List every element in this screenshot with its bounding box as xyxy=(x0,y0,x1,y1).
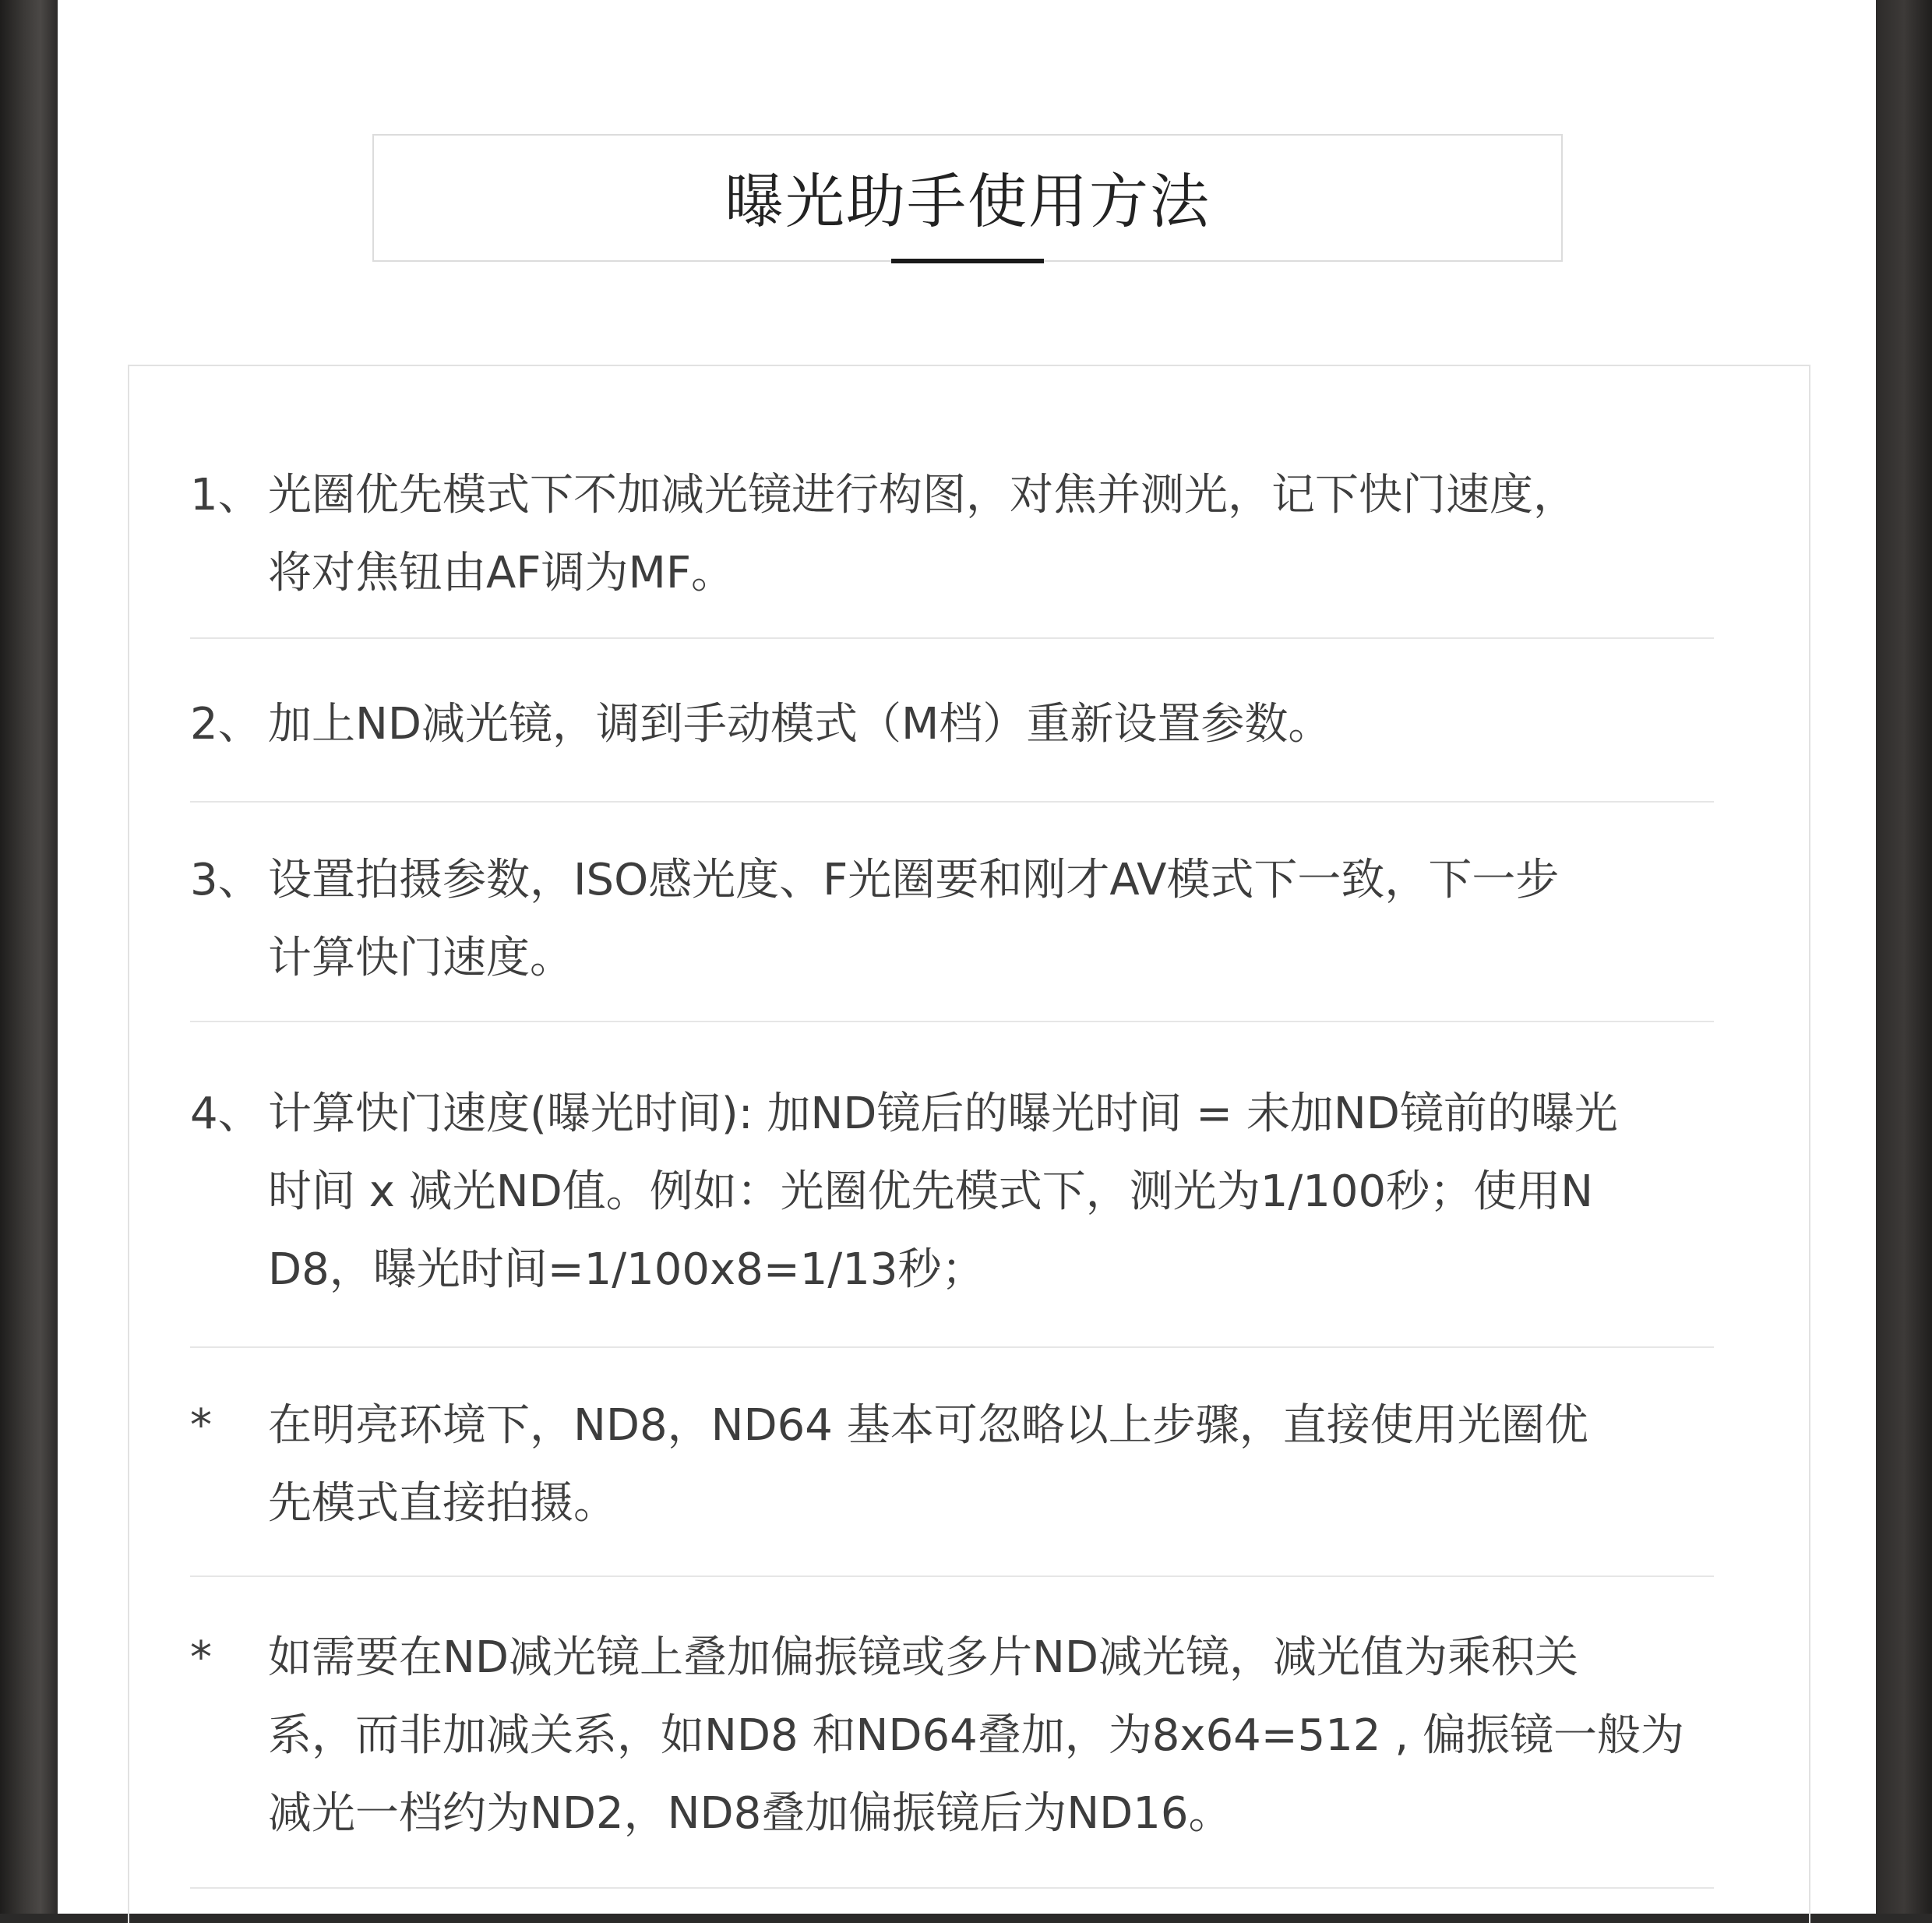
item-text: 如需要在ND减光镜上叠加偏振镜或多片ND减光镜，减光值为乘积关 系，而非加减关系，如ND8 和ND64叠加，为8x64=512 , 偏振镜一般为 减光一档约为ND2，ND8叠加偏振镜后为ND16。 xyxy=(268,1632,1684,1839)
page-panel xyxy=(58,0,1876,1914)
divider xyxy=(190,1021,1714,1022)
divider xyxy=(190,801,1714,803)
instruction-item-1 xyxy=(190,457,1714,612)
instruction-item-2 xyxy=(190,686,1714,764)
divider xyxy=(190,1575,1714,1577)
background-left-edge xyxy=(0,0,58,1914)
instruction-item-4 xyxy=(190,1075,1714,1309)
item-text: 计算快门速度(曝光时间): 加ND镜后的曝光时间 = 未加ND镜前的曝光 时间 x 减光ND值。例如：光圈优先模式下，测光为1/100秒；使用N D8，曝光时间=1/100x8=1/13秒； xyxy=(268,1089,1618,1295)
item-number: 4、 xyxy=(190,1089,262,1139)
title-underline xyxy=(891,259,1044,263)
divider xyxy=(190,1346,1714,1348)
note-item-1 xyxy=(190,1387,1714,1543)
note-asterisk: * xyxy=(190,1400,212,1451)
item-number: 1、 xyxy=(190,470,262,520)
instruction-item-3 xyxy=(190,842,1714,997)
item-number: 3、 xyxy=(190,855,262,905)
item-number: 2、 xyxy=(190,699,262,750)
divider xyxy=(190,1887,1714,1889)
background-right-edge xyxy=(1876,0,1932,1914)
page-title: 曝光助手使用方法 xyxy=(724,167,1211,236)
item-text: 光圈优先模式下不加减光镜进行构图，对焦并测光，记下快门速度， 将对焦钮由AF调为MF。 xyxy=(268,470,1577,598)
item-text: 设置拍摄参数，ISO感光度、F光圈要和刚才AV模式下一致，下一步 计算快门速度。 xyxy=(268,855,1560,983)
item-text: 在明亮环境下，ND8，ND64 基本可忽略以上步骤，直接使用光圈优 先模式直接拍摄。 xyxy=(268,1400,1588,1529)
divider xyxy=(190,637,1714,639)
title-box xyxy=(372,134,1563,262)
note-asterisk: * xyxy=(190,1632,212,1683)
note-item-2 xyxy=(190,1619,1714,1853)
item-text: 加上ND减光镜，调到手动模式（M档）重新设置参数。 xyxy=(268,699,1332,750)
